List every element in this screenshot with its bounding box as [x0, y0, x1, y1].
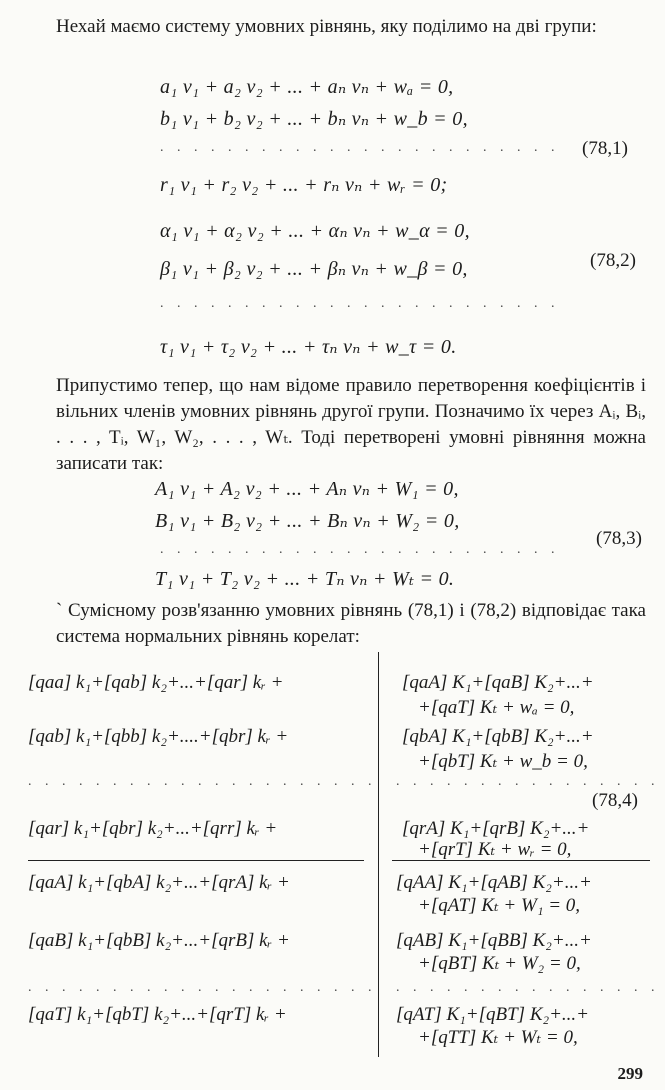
ellipsis-row: . . . . . . . . . . . . . . . . . . . . .	[28, 980, 377, 995]
equation-A: A₁ v₁ + A₂ v₂ + ... + Aₙ vₙ + W₁ = 0,	[155, 478, 459, 500]
equation-beta: β₁ v₁ + β₂ v₂ + ... + βₙ vₙ + w_β = 0,	[160, 258, 468, 280]
normal-eq-right-3a: [qrA] K₁+[qrB] K₂+...+	[402, 818, 590, 839]
equation-tau: τ₁ v₁ + τ₂ v₂ + ... + τₙ vₙ + w_τ = 0.	[160, 336, 457, 358]
matrix-divider-left	[28, 860, 364, 861]
normal-eq-right-4a: [qAA] K₁+[qAB] K₂+...+	[396, 872, 592, 893]
equation-r: r₁ v₁ + r₂ v₂ + ... + rₙ vₙ + wᵣ = 0;	[160, 174, 448, 196]
equation-label-78-1: (78,1)	[582, 138, 628, 159]
equation-label-78-2: (78,2)	[590, 250, 636, 271]
page-number: 299	[617, 1064, 643, 1083]
normal-eq-right-2a: [qbA] K₁+[qbB] K₂+...+	[402, 726, 594, 747]
normal-eq-right-3b: +[qrT] Kₜ + wᵣ = 0,	[418, 839, 572, 860]
equation-a: a₁ v₁ + a₂ v₂ + ... + aₙ vₙ + wₐ = 0,	[160, 76, 454, 98]
equation-label-78-4: (78,4)	[592, 790, 638, 811]
normal-eq-right-1b: +[qaT] Kₜ + wₐ = 0,	[418, 697, 575, 718]
equation-alpha: α₁ v₁ + α₂ v₂ + ... + αₙ vₙ + w_α = 0,	[160, 220, 470, 242]
normal-eq-left-3: [qar] k₁+[qbr] k₂+...+[qrr] kᵣ +	[28, 818, 278, 839]
normal-eq-left-6: [qaT] k₁+[qbT] k₂+...+[qrT] kᵣ +	[28, 1004, 287, 1025]
ellipsis-row: . . . . . . . . . . . . . . . .	[396, 980, 660, 995]
ellipsis-row: . . . . . . . . . . . . . . . . . . . . .	[28, 774, 377, 789]
intro-paragraph: Нехай маємо систему умовних рівнянь, яку поділимо на дві групи:	[56, 16, 597, 37]
normal-eq-left-1: [qaa] k₁+[qab] k₂+...+[qar] kᵣ +	[28, 672, 284, 693]
normal-eq-right-4b: +[qAT] Kₜ + W₁ = 0,	[418, 895, 581, 916]
ellipsis-row: . . . . . . . . . . . . . . . . . . . . . . . .	[160, 542, 560, 557]
normal-eq-right-5b: +[qBT] Kₜ + W₂ = 0,	[418, 953, 581, 974]
ellipsis-row: . . . . . . . . . . . . . . . . . . . . . . . .	[160, 140, 560, 155]
transform-paragraph: Припустимо тепер, що нам відоме правило перетворення коефіцієнтів і вільних членів умовних рівнянь другої групи. Позначимо їх через Aᵢ, Bᵢ, . . . , Tᵢ, W₁, W₂, . . . , Wₜ. Тоді перетворені умовні рівняння можна записати так:	[56, 375, 646, 474]
normal-eq-right-6b: +[qTT] Kₜ + Wₜ = 0,	[418, 1027, 578, 1048]
ellipsis-row: . . . . . . . . . . . . . . . . . . . . . . . .	[160, 296, 560, 311]
correlate-paragraph: ` Сумісному розв'язанню умовних рівнянь (78,1) і (78,2) відповідає така система нормальних рівнянь корелат:	[56, 600, 646, 647]
ellipsis-row: . . . . . . . . . . . . . . . .	[396, 774, 660, 789]
equation-label-78-3: (78,3)	[596, 528, 642, 549]
normal-eq-left-5: [qaB] k₁+[qbB] k₂+...+[qrB] kᵣ +	[28, 930, 290, 951]
normal-eq-left-4: [qaA] k₁+[qbA] k₂+...+[qrA] kᵣ +	[28, 872, 290, 893]
normal-eq-right-1a: [qaA] K₁+[qaB] K₂+...+	[402, 672, 594, 693]
equation-T: T₁ v₁ + T₂ v₂ + ... + Tₙ vₙ + Wₜ = 0.	[155, 568, 455, 590]
matrix-vertical-divider	[378, 652, 379, 1057]
normal-eq-right-6a: [qAT] K₁+[qBT] K₂+...+	[396, 1004, 589, 1025]
equation-B: B₁ v₁ + B₂ v₂ + ... + Bₙ vₙ + W₂ = 0,	[155, 510, 460, 532]
equation-b: b₁ v₁ + b₂ v₂ + ... + bₙ vₙ + w_b = 0,	[160, 108, 468, 130]
normal-eq-left-2: [qab] k₁+[qbb] k₂+....+[qbr] kᵣ +	[28, 726, 289, 747]
normal-eq-right-5a: [qAB] K₁+[qBB] K₂+...+	[396, 930, 592, 951]
normal-eq-right-2b: +[qbT] Kₜ + w_b = 0,	[418, 751, 588, 772]
